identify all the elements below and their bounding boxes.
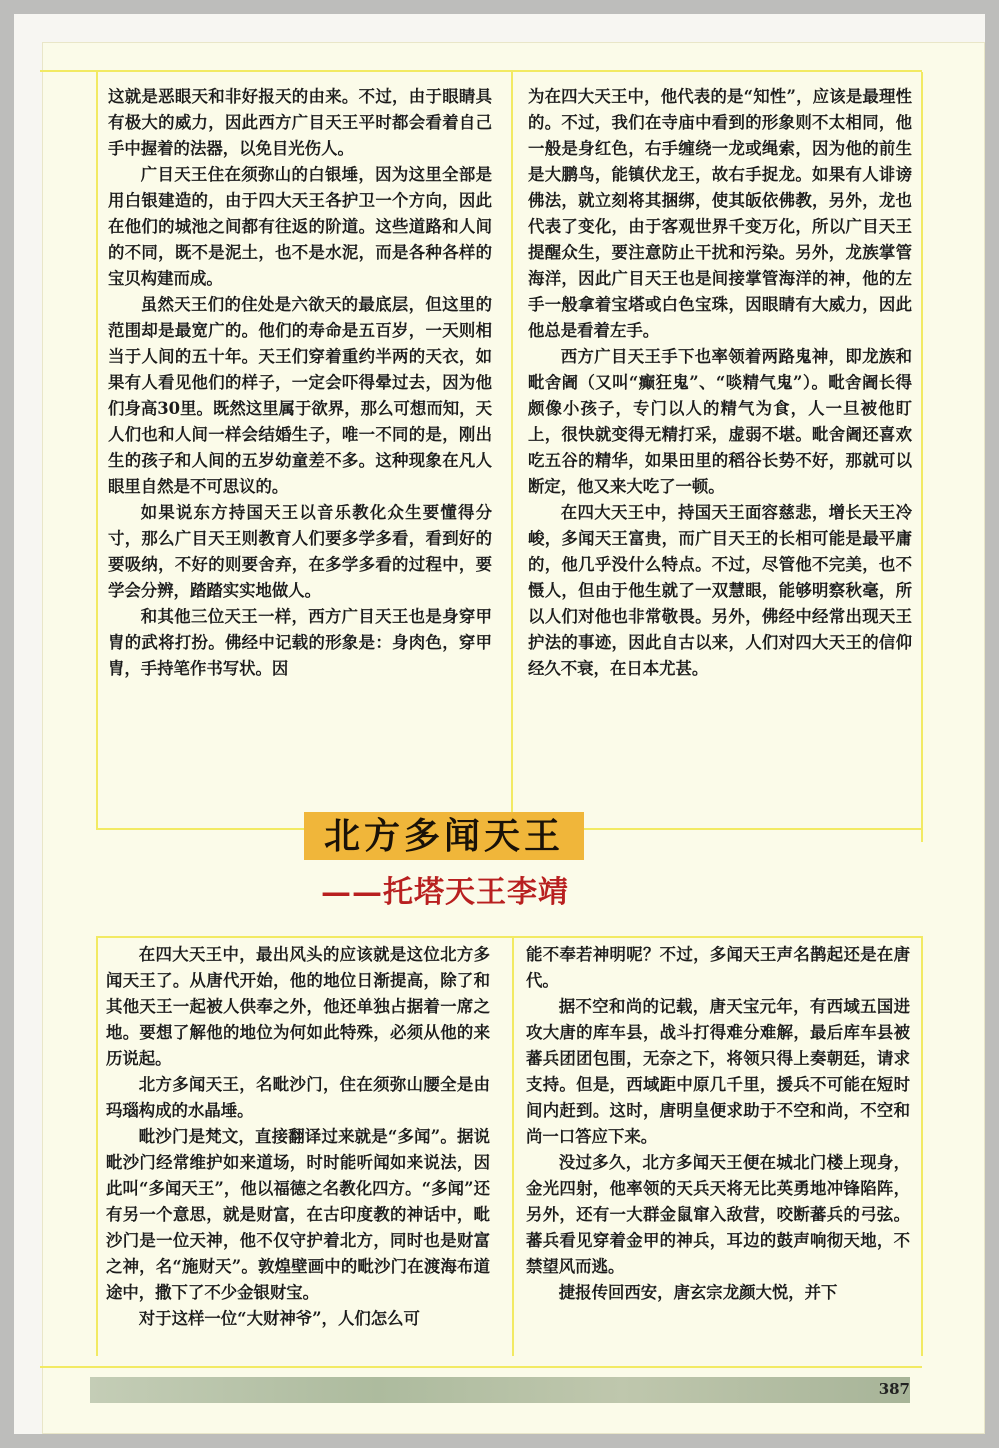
page-number: 387 xyxy=(878,1380,910,1398)
paragraph: 和其他三位天王一样，西方广目天王也是身穿甲胄的武将打扮。佛经中记载的形象是：身肉色，穿甲胄，手持笔作书写状。因 xyxy=(108,607,492,678)
paragraph: 据不空和尚的记载，唐天宝元年，有西域五国进攻大唐的库车县，战斗打得难分难解，最后库车县被蕃兵团团包围，无奈之下，将领只得上奏朝廷，请求支持。但是，西域距中原几千里，援兵不可能在短时间内赶到。这时，唐明皇便求助于不空和尚，不空和尚一口答应下来。 xyxy=(526,997,910,1146)
upper-center-rule xyxy=(511,72,513,828)
paragraph: 能不奉若神明呢？不过，多闻天王声名鹊起还是在唐代。 xyxy=(526,945,910,990)
paragraph: 在四大天王中，最出风头的应该就是这位北方多闻天王了。从唐代开始，他的地位日渐提高，除了和其他天王一起被人供奉之外，他还单独占据着一席之地。要想了解他的地位为何如此特殊，必须从他的来历说起。 xyxy=(106,945,490,1068)
section-title: 北方多闻天王 xyxy=(323,815,564,857)
paragraph: 为在四大天王中，他代表的是“知性”，应该是最理性的。不过，我们在寺庙中看到的形象则不太相同，他一般是身红色，右手缠绕一龙或绳索，因为他的前生是大鹏鸟，能镇伏龙王，故右手捉龙。如果有人诽谤佛法，就立刻将其捆绑，使其皈依佛教，另外，龙也代表了变化，由于客观世界千变万化，所以广目天王提醒众生，要注意防止干扰和污染。另外，龙族掌管海洋，因此广目天王也是间接掌管海洋的神，他的左手一般拿着宝塔或白色宝珠，因眼睛有大威力，因此他总是看着左手。 xyxy=(528,87,912,340)
upper-right-column xyxy=(528,84,912,682)
lower-top-rule xyxy=(96,936,922,938)
lower-center-rule xyxy=(512,936,514,1356)
lower-right-column xyxy=(526,942,910,1306)
footer-band xyxy=(90,1377,910,1403)
section-subtitle: ——托塔天王李靖 xyxy=(321,875,569,910)
paragraph: 在四大天王中，持国天王面容慈悲，增长天王冷峻，多闻天王富贵，而广目天王的长相可能是最平庸的，他几乎没什么特点。不过，尽管他不完美，也不慑人，但由于他生就了一双慧眼，能够明察秋毫，所以人们对他也非常敬畏。另外，佛经中经常出现天王护法的事迹，因此自古以来，人们对四大天王的信仰经久不衰，在日本尤甚。 xyxy=(528,503,912,678)
lower-left-rule xyxy=(96,936,98,1356)
paragraph: 捷报传回西安，唐玄宗龙颜大悦，并下 xyxy=(558,1283,838,1302)
lower-left-column xyxy=(106,942,490,1332)
upper-left-column xyxy=(108,84,492,682)
top-rule xyxy=(40,70,922,72)
paragraph: 没过多久，北方多闻天王便在城北门楼上现身，金光四射，他率领的天兵天将无比英勇地冲锋陷阵，另外，还有一大群金鼠窜入敌营，咬断蕃兵的弓弦。蕃兵看见穿着金甲的神兵，耳边的鼓声响彻天地，不禁望风而逃。 xyxy=(526,1153,910,1276)
paragraph: 虽然天王们的住处是六欲天的最底层，但这里的范围却是最宽广的。他们的寿命是五百岁，一天则相当于人间的五十年。天王们穿着重约半两的天衣，如果有人看见他们的样子，一定会吓得晕过去，因为他们身高30里。既然这里属于欲界，那么可想而知，天人们也和人间一样会结婚生子，唯一不同的是，刚出生的孩子和人间的五岁幼童差不多。这种现象在凡人眼里自然是不可思议的。 xyxy=(108,295,492,496)
bottom-rule xyxy=(40,1366,922,1368)
paragraph: 广目天王住在须弥山的白银埵，因为这里全部是用白银建造的，由于四大天王各护卫一个方向，因此在他们的城池之间都有往返的阶道。这些道路和人间的不同，既不是泥土，也不是水泥，而是各种各样的宝贝构建而成。 xyxy=(108,165,492,288)
lower-right-rule xyxy=(921,936,923,1356)
paragraph: 对于这样一位“大财神爷”，人们怎么可 xyxy=(138,1309,420,1328)
paragraph: 毗沙门是梵文，直接翻译过来就是“多闻”。据说毗沙门经常维护如来道场，时时能听闻如来说法，因此叫“多闻天王”，他以福德之名教化四方。“多闻”还有另一个意思，就是财富，在古印度教的神话中，毗沙门是一位天神，他不仅守护着北方，同时也是财富之神，名“施财天”。敦煌壁画中的毗沙门在渡海布道途中，撒下了不少金银财宝。 xyxy=(106,1127,490,1302)
upper-right-rule xyxy=(921,72,923,842)
paragraph: 如果说东方持国天王以音乐教化众生要懂得分寸，那么广目天王则教育人们要多学多看，看到好的要吸纳，不好的则要舍弃，在多学多看的过程中，要学会分辨，踏踏实实地做人。 xyxy=(108,503,492,600)
upper-left-rule xyxy=(96,72,98,830)
paragraph: 西方广目天王手下也率领着两路鬼神，即龙族和毗舍阇（又叫“癫狂鬼”、“啖精气鬼”）。毗舍阇长得颇像小孩子，专门以人的精气为食，人一旦被他盯上，很快就变得无精打采，虚弱不堪。毗舍阇还喜欢吃五谷的精华，如果田里的稻谷长势不好，那就可以断定，他又来大吃了一顿。 xyxy=(528,347,912,496)
paragraph: 这就是恶眼天和非好报天的由来。不过，由于眼睛具有极大的威力，因此西方广目天王平时都会看着自己手中握着的法器，以免目光伤人。 xyxy=(108,87,492,158)
paragraph: 北方多闻天王，名毗沙门，住在须弥山腰全是由玛瑙构成的水晶埵。 xyxy=(106,1075,490,1120)
